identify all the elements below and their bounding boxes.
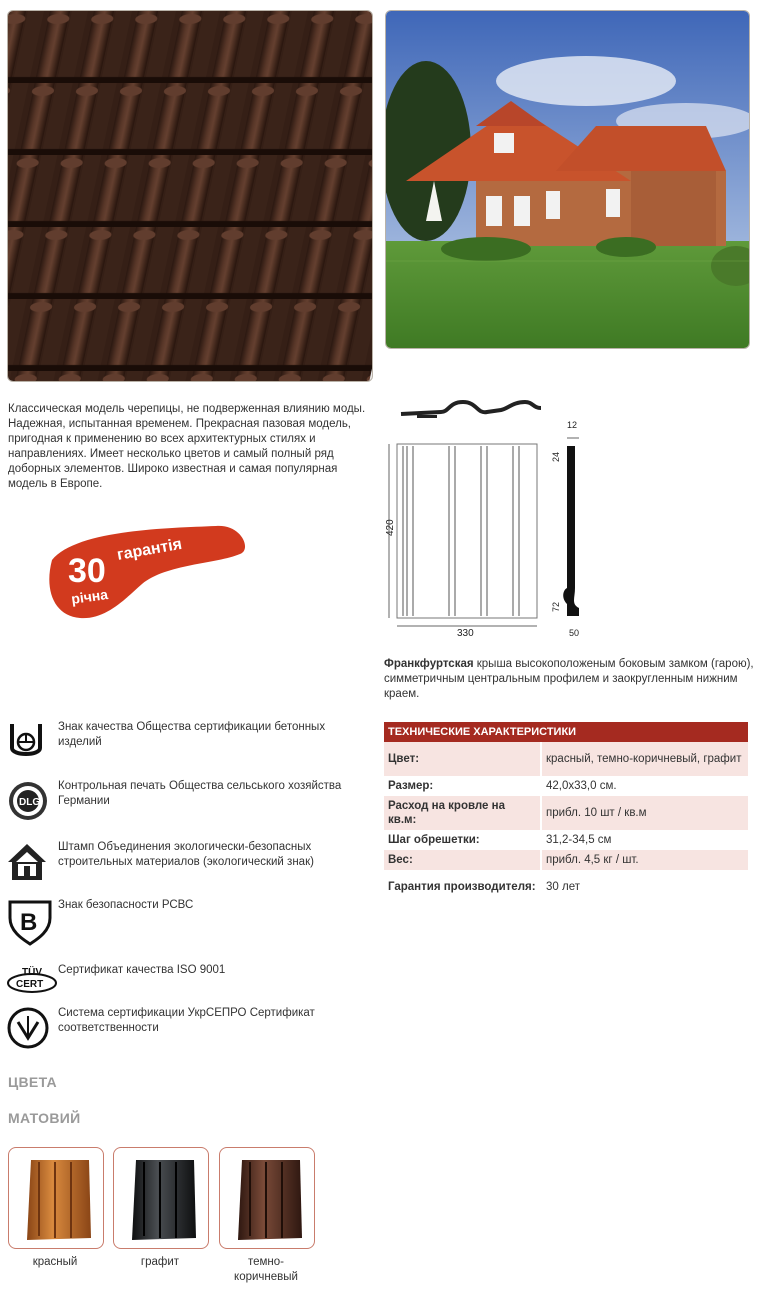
table-row — [384, 830, 748, 850]
spec-value: 42,0x33,0 см. — [541, 776, 748, 796]
cert-text: Сертификат качества ISO 9001 — [58, 964, 226, 976]
tile-technical-drawing — [383, 398, 593, 643]
dim-72: 72 — [551, 601, 561, 612]
table-row — [384, 850, 748, 870]
profile-caption — [384, 657, 754, 702]
spec-key: Вес: — [384, 850, 541, 870]
product-description: Классическая модель черепицы, не подверженная влиянию моды. Надежная, испытанная временем. Прекрасная пазовая модель, пригодная к применению во всех архитектурных стилях и направлениях. Имеет несколько цветов и самый полный ряд доборных элементов. Широко известная и самая популярная модель в Европе. — [8, 403, 366, 490]
guarantee-number: 30 — [68, 552, 106, 590]
table-row — [384, 776, 748, 796]
cert-item — [6, 840, 376, 884]
svg-text:DLG: DLG — [19, 797, 41, 808]
tuv-cert-icon — [6, 963, 50, 1007]
dim-330: 330 — [457, 628, 474, 639]
guarantee-badge — [46, 520, 248, 624]
eco-house-icon — [6, 840, 50, 884]
spec-key: Цвет: — [384, 742, 541, 776]
caption-rest: крыша высокоположеным боковым замком (гарою), симметричным центральным профилем и заокругленным нижним краем. — [384, 658, 754, 700]
cert-item — [6, 779, 376, 823]
swatch-dark-brown[interactable] — [219, 1147, 315, 1249]
swatch-graphite[interactable] — [113, 1147, 209, 1249]
dim-24: 24 — [551, 451, 561, 462]
cert-text: Штамп Объединения экологически-безопасных строительных материалов (экологический знак) — [58, 841, 314, 868]
cert-item — [6, 720, 376, 764]
dim-50: 50 — [569, 628, 580, 638]
cert-text: Система сертификации УкрСЕПРО Сертификат соответственности — [58, 1007, 315, 1034]
spec-value: красный, темно-коричневый, графит — [541, 742, 748, 776]
swatch-red[interactable] — [8, 1147, 104, 1249]
cert-text: Знак качества Общества сертификации бетонных изделий — [58, 721, 326, 748]
svg-text:TÜV: TÜV — [22, 967, 42, 978]
spec-value: 30 лет — [541, 870, 748, 904]
swatch-label: графит — [140, 1256, 180, 1268]
spec-key: Шаг обрешетки: — [388, 834, 480, 846]
guarantee-unit: річна — [70, 586, 109, 607]
spec-value: прибл. 10 шт / кв.м — [541, 796, 748, 830]
b-shield-icon — [6, 898, 50, 942]
cert-item — [6, 898, 376, 942]
matte-heading: МАТОВИЙ — [8, 1110, 81, 1126]
swatch-label: темно-коричневый — [234, 1256, 298, 1283]
svg-text:B: B — [20, 909, 38, 936]
colors-heading: ЦВЕТА — [8, 1074, 57, 1090]
house-photo — [385, 10, 750, 349]
specs-table — [384, 722, 748, 904]
dim-12: 12 — [567, 420, 578, 430]
cert-item — [6, 1006, 376, 1050]
table-row — [384, 796, 748, 830]
cert-item — [6, 963, 376, 1007]
cert-text: Знак безопасности РСВС — [58, 899, 194, 911]
spec-value: прибл. 4,5 кг / шт. — [541, 850, 748, 870]
svg-text:CERT: CERT — [16, 979, 44, 990]
dim-420: 420 — [385, 519, 396, 536]
spec-key: Расход на кровле на кв.м: — [384, 796, 541, 830]
quality-mark-icon — [6, 720, 50, 764]
tile-texture-photo — [7, 10, 373, 382]
table-row — [384, 742, 748, 776]
spec-value: 31,2-34,5 см — [541, 830, 748, 850]
caption-bold: Франкфуртская — [384, 658, 474, 670]
cert-text: Контрольная печать Общества сельського хозяйства Германии — [58, 780, 342, 807]
specs-title: ТЕХНИЧЕСКИЕ ХАРАКТЕРИСТИКИ — [384, 722, 748, 742]
spec-key: Гарантия производителя: — [388, 881, 536, 893]
spec-key: Размер: — [388, 780, 434, 792]
dlg-seal-icon — [6, 779, 50, 823]
swatch-label: красный — [32, 1256, 78, 1268]
ukrsepro-icon — [6, 1006, 50, 1050]
table-row — [384, 870, 748, 904]
guarantee-word: гарантія — [115, 535, 184, 564]
